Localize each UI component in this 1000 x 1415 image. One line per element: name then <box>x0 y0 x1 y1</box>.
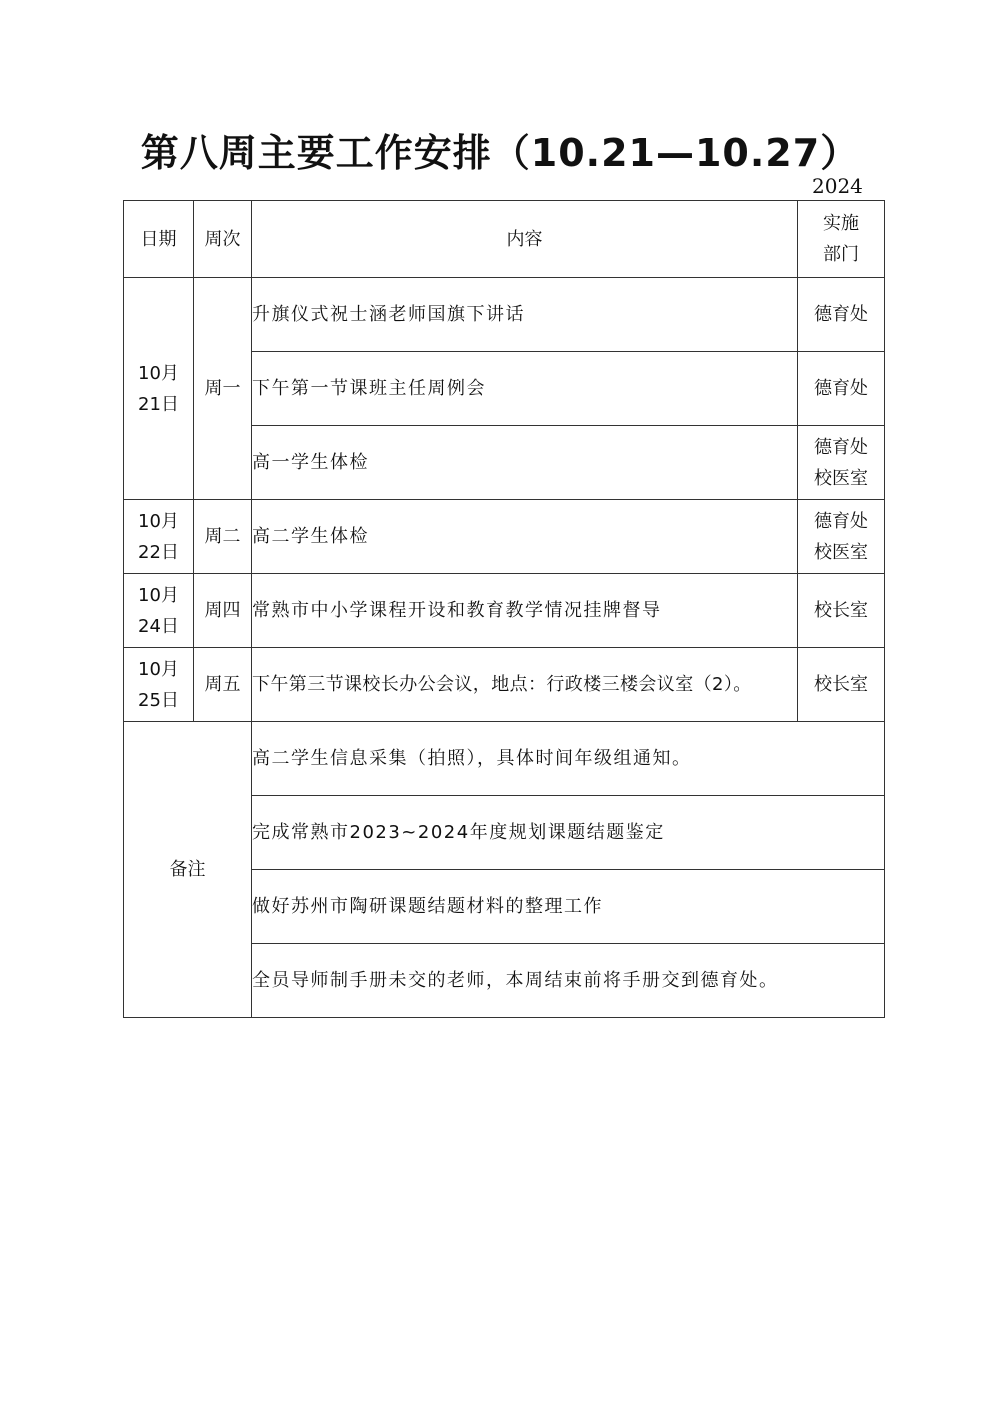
date-cell <box>124 500 194 574</box>
date-day: 24日 <box>138 615 179 637</box>
page-title: 第八周主要工作安排（10.21—10.27） <box>140 131 860 175</box>
date-day: 21日 <box>138 393 179 415</box>
dept-name: 校长室 <box>814 600 868 621</box>
date-month: 10月 <box>138 510 179 532</box>
remarks-label: 备注 <box>124 722 252 1018</box>
header-dept-line1: 实施 <box>823 213 859 234</box>
remark-item: 做好苏州市陶研课题结题材料的整理工作 <box>252 870 885 944</box>
dept-cell <box>798 648 885 722</box>
remark-item: 完成常熟市2023~2024年度规划课题结题鉴定 <box>252 796 885 870</box>
date-day: 22日 <box>138 541 179 563</box>
dept-cell <box>798 278 885 352</box>
date-month: 10月 <box>138 658 179 680</box>
header-weekday: 周次 <box>194 201 252 278</box>
content-cell: 下午第三节课校长办公会议，地点：行政楼三楼会议室（2）。 <box>252 648 798 722</box>
content-cell: 常熟市中小学课程开设和教育教学情况挂牌督导 <box>252 574 798 648</box>
weekday-cell: 周二 <box>194 500 252 574</box>
table-row <box>124 278 885 352</box>
date-cell <box>124 648 194 722</box>
dept-name: 德育处 <box>814 510 868 532</box>
dept-cell <box>798 574 885 648</box>
date-month: 10月 <box>138 584 179 606</box>
header-date: 日期 <box>124 201 194 278</box>
content-cell: 高一学生体检 <box>252 426 798 500</box>
header-content: 内容 <box>252 201 798 278</box>
dept-cell <box>798 500 885 574</box>
dept-name: 校长室 <box>814 674 868 695</box>
remark-row <box>124 722 885 796</box>
table-row <box>124 500 885 574</box>
year-label: 2024 <box>812 174 863 198</box>
table-row <box>124 574 885 648</box>
date-cell <box>124 574 194 648</box>
dept-name: 德育处 <box>814 436 868 458</box>
date-day: 25日 <box>138 689 179 711</box>
date-cell <box>124 278 194 500</box>
content-cell: 升旗仪式祝士涵老师国旗下讲话 <box>252 278 798 352</box>
dept-cell <box>798 352 885 426</box>
date-month: 10月 <box>138 362 179 384</box>
content-cell: 高二学生体检 <box>252 500 798 574</box>
schedule-table <box>123 200 885 1018</box>
remark-item: 全员导师制手册未交的老师，本周结束前将手册交到德育处。 <box>252 944 885 1018</box>
dept-cell <box>798 426 885 500</box>
weekday-cell: 周五 <box>194 648 252 722</box>
header-dept-line2: 部门 <box>823 244 859 265</box>
weekday-cell: 周四 <box>194 574 252 648</box>
dept-name: 校医室 <box>814 467 868 489</box>
header-dept <box>798 201 885 278</box>
header-row <box>124 201 885 278</box>
dept-name: 校医室 <box>814 541 868 563</box>
table-row <box>124 648 885 722</box>
dept-name: 德育处 <box>814 378 868 399</box>
dept-name: 德育处 <box>814 304 868 325</box>
weekday-cell: 周一 <box>194 278 252 500</box>
content-cell: 下午第一节课班主任周例会 <box>252 352 798 426</box>
remark-item: 高二学生信息采集（拍照），具体时间年级组通知。 <box>252 722 885 796</box>
